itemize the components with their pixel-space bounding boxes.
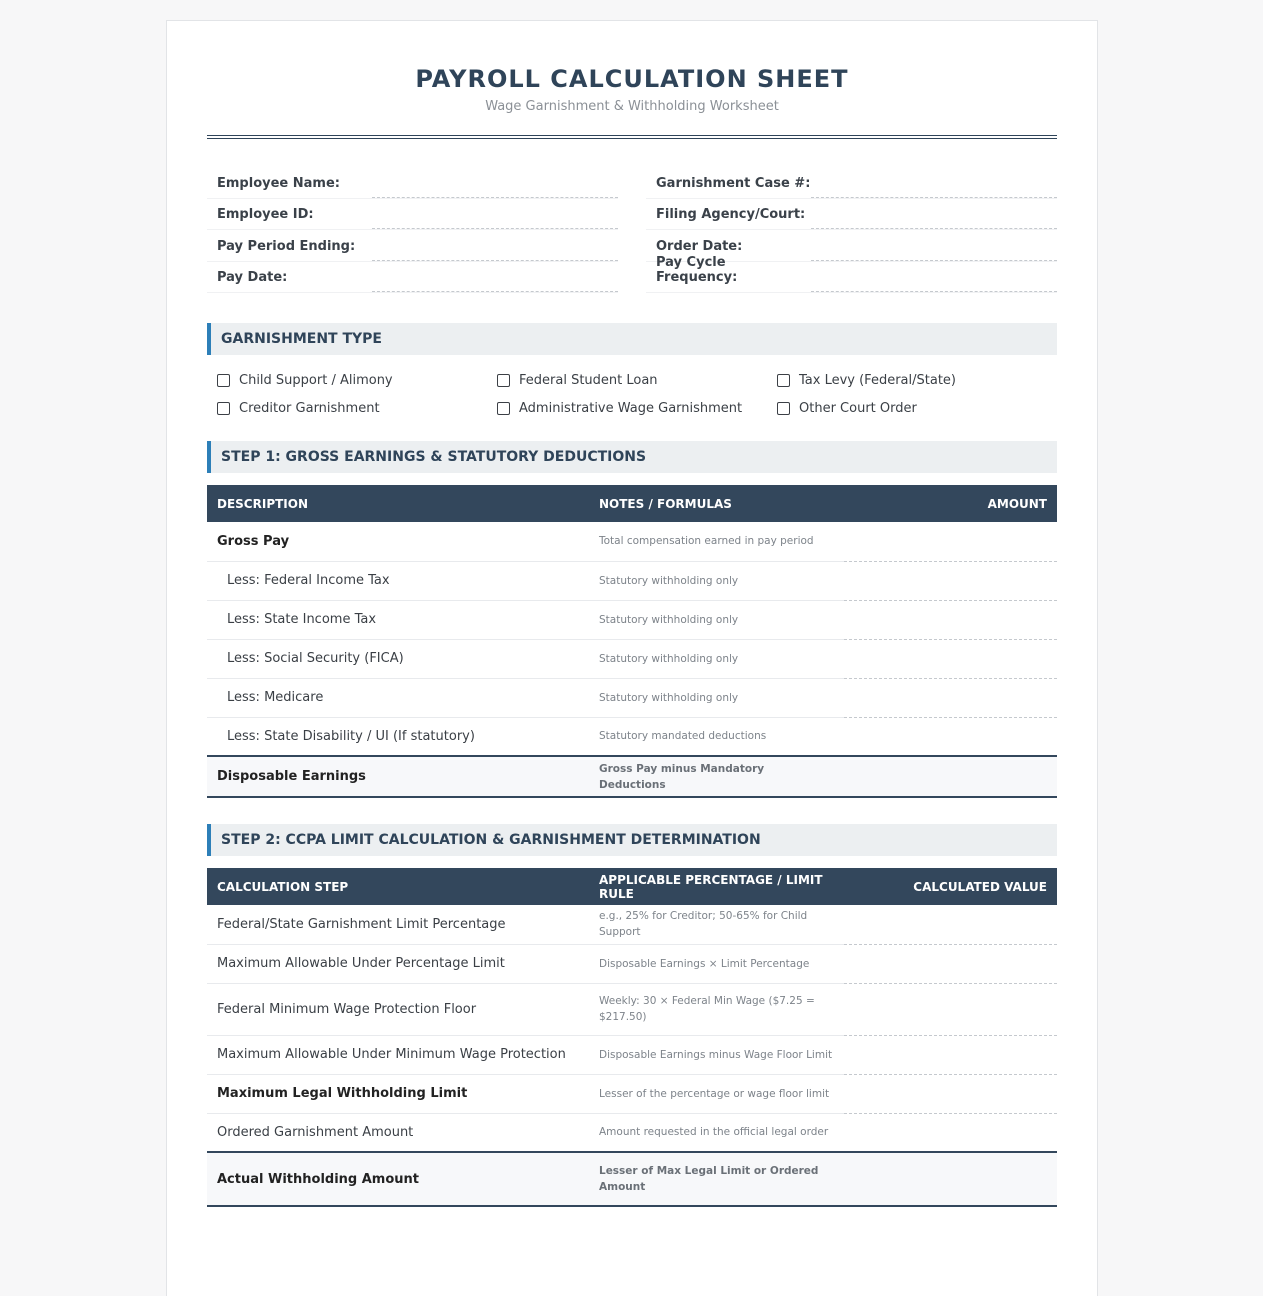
- option-creditor-garnishment[interactable]: [217, 400, 497, 416]
- row-rule: Weekly: 30 × Federal Min Wage ($7.25 = $217.50): [589, 983, 844, 1035]
- table-row: [207, 1113, 1057, 1152]
- value-field[interactable]: [844, 1035, 1057, 1074]
- pay-cycle-frequency-label: Pay Cycle Frequency:: [656, 255, 738, 285]
- row-step: Federal Minimum Wage Protection Floor: [207, 983, 589, 1035]
- row-note: Statutory withholding only: [589, 639, 844, 678]
- column-header-amount: AMOUNT: [844, 485, 1057, 522]
- option-label: Creditor Garnishment: [239, 400, 380, 416]
- amount-field[interactable]: [844, 600, 1057, 639]
- employee-info-section: [207, 167, 1057, 293]
- pay-period-ending-field[interactable]: [372, 229, 618, 261]
- value-field[interactable]: [844, 1113, 1057, 1152]
- row-note: Statutory withholding only: [589, 561, 844, 600]
- column-header-limit-rule: APPLICABLE PERCENTAGE / LIMIT RULE: [589, 868, 844, 905]
- table-header-row: [207, 485, 1057, 522]
- row-step: Maximum Allowable Under Minimum Wage Protection: [207, 1035, 589, 1074]
- amount-field[interactable]: [844, 756, 1057, 797]
- value-field[interactable]: [844, 1074, 1057, 1113]
- page-title: PAYROLL CALCULATION SHEET: [415, 65, 849, 93]
- total-row-actual-withholding: [207, 1152, 1057, 1206]
- row-step: Maximum Allowable Under Percentage Limit: [207, 944, 589, 983]
- row-rule: Disposable Earnings minus Wage Floor Limit: [589, 1035, 844, 1074]
- option-child-support[interactable]: [217, 372, 497, 388]
- row-rule: Disposable Earnings × Limit Percentage: [589, 944, 844, 983]
- employee-info-right: [646, 167, 1057, 293]
- pay-period-ending-row: [207, 230, 618, 262]
- garnishment-case-label: Garnishment Case #:: [656, 175, 811, 191]
- header-divider: [207, 135, 1057, 139]
- column-header-calculation-step: CALCULATION STEP: [207, 868, 589, 905]
- worksheet-page: [166, 20, 1098, 1296]
- checkbox[interactable]: [217, 402, 230, 415]
- garnishment-type-heading: GARNISHMENT TYPE: [207, 323, 1057, 355]
- pay-date-row: [207, 262, 618, 294]
- option-label: Administrative Wage Garnishment: [519, 400, 743, 416]
- row-step: Federal/State Garnishment Limit Percentage: [207, 905, 589, 944]
- row-step: Actual Withholding Amount: [207, 1152, 589, 1206]
- option-label: Tax Levy (Federal/State): [799, 372, 956, 388]
- row-note: Statutory withholding only: [589, 600, 844, 639]
- row-description: Less: Federal Income Tax: [207, 561, 589, 600]
- checkbox[interactable]: [217, 374, 230, 387]
- filing-agency-field[interactable]: [811, 198, 1057, 230]
- row-description: Less: State Income Tax: [207, 600, 589, 639]
- table-row: [207, 561, 1057, 600]
- value-field[interactable]: [844, 944, 1057, 983]
- column-header-calculated-value: CALCULATED VALUE: [844, 868, 1057, 905]
- row-step: Ordered Garnishment Amount: [207, 1113, 589, 1152]
- pay-cycle-frequency-field[interactable]: [811, 261, 1057, 293]
- table-row: [207, 905, 1057, 944]
- garnishment-type-options: [207, 355, 1057, 416]
- step2-table: [207, 868, 1057, 1207]
- pay-date-label: Pay Date:: [217, 270, 288, 285]
- pay-period-ending-label: Pay Period Ending:: [217, 238, 356, 254]
- row-note: Gross Pay minus Mandatory Deductions: [589, 756, 844, 797]
- checkbox[interactable]: [777, 402, 790, 415]
- row-note: Statutory mandated deductions: [589, 717, 844, 756]
- table-row: [207, 717, 1057, 756]
- employee-id-field[interactable]: [372, 198, 618, 230]
- row-description: Less: State Disability / UI (If statutory): [207, 717, 589, 756]
- value-field[interactable]: [844, 1152, 1057, 1206]
- value-field[interactable]: [844, 905, 1057, 944]
- row-description: Less: Medicare: [207, 678, 589, 717]
- amount-field[interactable]: [844, 522, 1057, 561]
- option-other-court-order[interactable]: [777, 400, 1047, 416]
- sheet-header: [207, 21, 1057, 115]
- garnishment-case-row: [646, 167, 1057, 199]
- table-row: [207, 522, 1057, 561]
- total-row-disposable-earnings: [207, 756, 1057, 797]
- row-note: Total compensation earned in pay period: [589, 522, 844, 561]
- row-step: Maximum Legal Withholding Limit: [207, 1074, 589, 1113]
- column-header-description: DESCRIPTION: [207, 485, 589, 522]
- filing-agency-row: [646, 199, 1057, 231]
- column-header-notes: NOTES / FORMULAS: [589, 485, 844, 522]
- filing-agency-label: Filing Agency/Court:: [656, 207, 806, 222]
- option-label: Other Court Order: [799, 400, 917, 416]
- option-administrative-wage-garnishment[interactable]: [497, 400, 777, 416]
- employee-name-row: [207, 167, 618, 199]
- row-description: Less: Social Security (FICA): [207, 639, 589, 678]
- option-label: Child Support / Alimony: [239, 372, 393, 388]
- employee-id-row: [207, 199, 618, 231]
- table-row: [207, 944, 1057, 983]
- row-rule: Lesser of the percentage or wage floor limit: [589, 1074, 844, 1113]
- amount-field[interactable]: [844, 561, 1057, 600]
- amount-field[interactable]: [844, 717, 1057, 756]
- employee-info-left: [207, 167, 618, 293]
- row-note: Statutory withholding only: [589, 678, 844, 717]
- checkbox[interactable]: [497, 374, 510, 387]
- order-date-label: Order Date:: [656, 238, 743, 254]
- employee-id-label: Employee ID:: [217, 207, 314, 222]
- table-row: [207, 678, 1057, 717]
- row-rule: Lesser of Max Legal Limit or Ordered Amount: [589, 1152, 844, 1206]
- garnishment-case-field[interactable]: [811, 166, 1057, 198]
- table-row: [207, 639, 1057, 678]
- employee-name-label: Employee Name:: [217, 175, 340, 191]
- step1-heading: STEP 1: GROSS EARNINGS & STATUTORY DEDUCTIONS: [207, 441, 1057, 473]
- step2-heading: STEP 2: CCPA LIMIT CALCULATION & GARNISHMENT DETERMINATION: [207, 824, 1057, 856]
- amount-field[interactable]: [844, 678, 1057, 717]
- employee-name-field[interactable]: [372, 166, 618, 198]
- table-header-row: [207, 868, 1057, 905]
- option-tax-levy[interactable]: [777, 372, 1047, 388]
- page-subtitle: Wage Garnishment & Withholding Worksheet: [485, 99, 779, 114]
- checkbox[interactable]: [777, 374, 790, 387]
- row-rule: e.g., 25% for Creditor; 50-65% for Child Support: [589, 905, 844, 944]
- pay-cycle-frequency-row: [646, 255, 1057, 294]
- table-row: [207, 983, 1057, 1035]
- row-rule: Amount requested in the official legal order: [589, 1113, 844, 1152]
- table-row: [207, 1035, 1057, 1074]
- value-field[interactable]: [844, 983, 1057, 1035]
- step1-table: [207, 485, 1057, 798]
- row-description: Disposable Earnings: [207, 756, 589, 797]
- option-federal-student-loan[interactable]: [497, 372, 777, 388]
- row-description: Gross Pay: [207, 522, 589, 561]
- checkbox[interactable]: [497, 402, 510, 415]
- table-row: [207, 600, 1057, 639]
- amount-field[interactable]: [844, 639, 1057, 678]
- pay-date-field[interactable]: [372, 261, 618, 293]
- table-row: [207, 1074, 1057, 1113]
- option-label: Federal Student Loan: [519, 372, 658, 388]
- order-date-field[interactable]: [811, 229, 1057, 261]
